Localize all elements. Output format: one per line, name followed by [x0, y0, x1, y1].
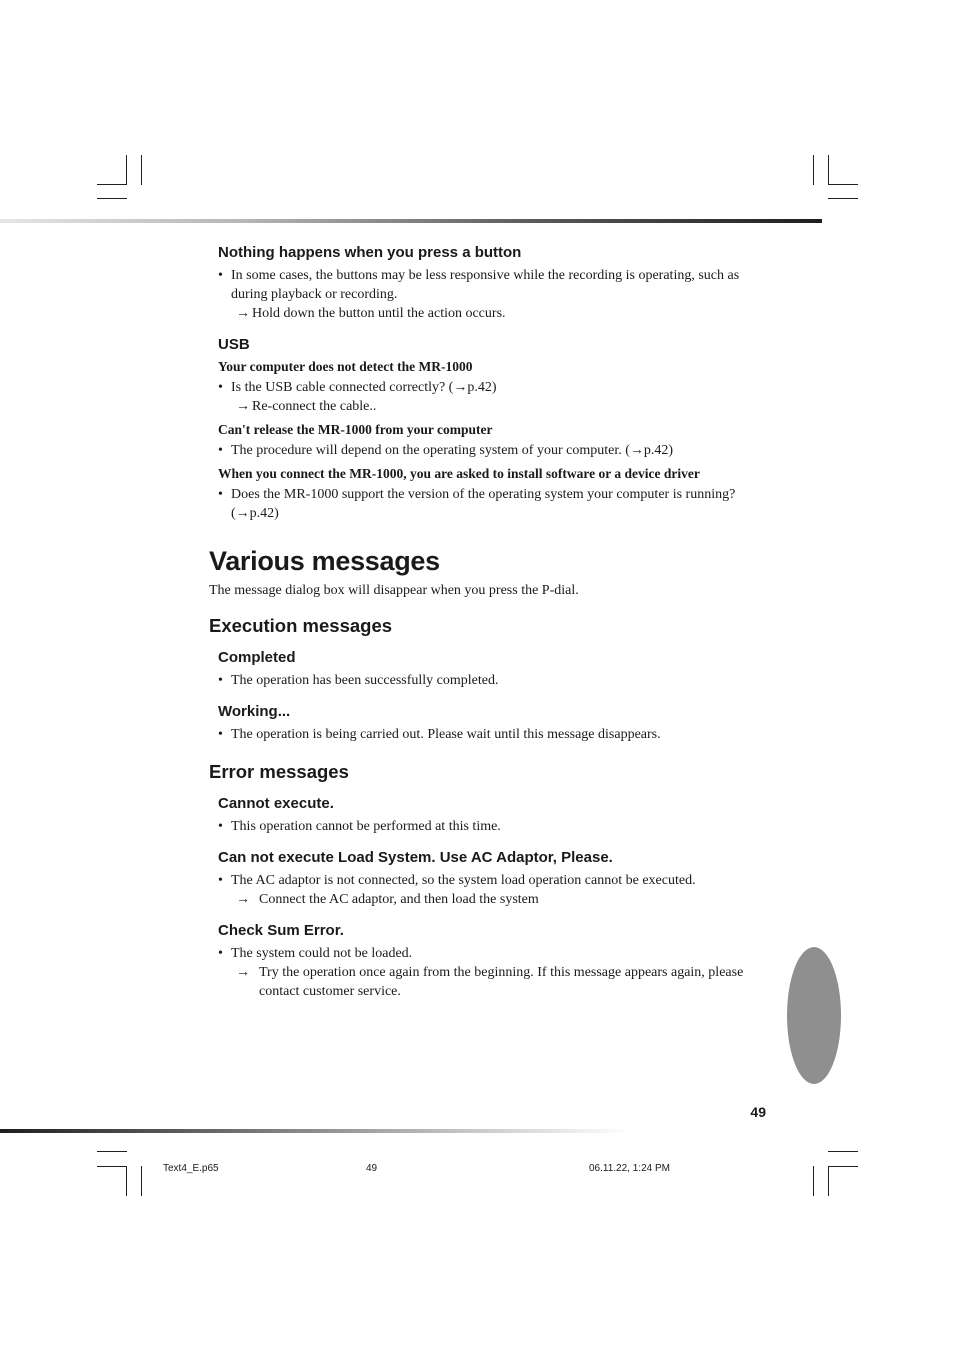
- arrow-icon: →: [236, 892, 250, 907]
- footer-rule: [0, 1129, 630, 1133]
- message-heading: Check Sum Error.: [218, 922, 344, 939]
- heading-usb: USB: [218, 336, 250, 353]
- crop-mark: [828, 184, 858, 185]
- crop-mark: [828, 155, 829, 185]
- bullet-item: • Is the USB cable connected correctly? (→p.42): [218, 378, 779, 397]
- heading-nothing-happens: Nothing happens when you press a button: [218, 244, 522, 261]
- footer-filename: Text4_E.p65: [163, 1163, 219, 1174]
- crop-mark: [813, 1166, 814, 1196]
- heading-error-messages: Error messages: [209, 761, 349, 782]
- arrow-icon: →: [236, 399, 250, 414]
- question-heading: Your computer does not detect the MR-1000: [218, 359, 473, 374]
- crop-mark: [828, 1151, 858, 1152]
- footer-timestamp: 06.11.22, 1:24 PM: [589, 1163, 670, 1174]
- header-rule: [0, 219, 822, 223]
- bullet-item: • The AC adaptor is not connected, so the system load operation cannot be executed.: [218, 871, 779, 890]
- message-heading: Completed: [218, 649, 296, 666]
- crop-mark: [126, 155, 127, 185]
- crop-mark: [813, 155, 814, 185]
- crop-mark: [97, 184, 127, 185]
- arrow-item: → Connect the AC adaptor, and then load the system: [236, 892, 539, 907]
- bullet-item: • The operation is being carried out. Please wait until this message disappears.: [218, 725, 779, 744]
- intro-text: The message dialog box will disappear when you press the P-dial.: [209, 583, 579, 598]
- crop-mark: [97, 1166, 127, 1167]
- crop-mark: [828, 198, 858, 199]
- crop-mark: [828, 1166, 858, 1167]
- heading-execution-messages: Execution messages: [209, 615, 393, 636]
- arrow-item: → Re-connect the cable..: [236, 399, 377, 414]
- chapter-tab: [787, 947, 841, 1084]
- crop-mark: [97, 198, 127, 199]
- question-heading: When you connect the MR-1000, you are asked to install software or a device driver: [218, 466, 700, 481]
- crop-mark: [141, 1166, 142, 1196]
- page-content: [209, 243, 779, 1001]
- crop-mark: [126, 1166, 127, 1196]
- bullet-item: • Does the MR-1000 support the version of the operating system your computer is running? (→p.42): [218, 485, 779, 523]
- message-heading: Working...: [218, 703, 291, 720]
- arrow-item: → Hold down the button until the action occurs.: [236, 306, 506, 321]
- question-heading: Can't release the MR-1000 from your computer: [218, 422, 493, 437]
- crop-mark: [828, 1166, 829, 1196]
- bullet-item: • The system could not be loaded.: [218, 944, 779, 963]
- bullet-item: • The operation has been successfully completed.: [218, 671, 779, 690]
- crop-mark: [97, 1151, 127, 1152]
- bullet-item: • This operation cannot be performed at this time.: [218, 817, 779, 836]
- arrow-item: → Try the operation once again from the beginning. If this message appears again, please contact customer service.: [236, 965, 744, 999]
- footer-page: 49: [366, 1163, 378, 1174]
- crop-mark: [141, 155, 142, 185]
- bullet-item: • In some cases, the buttons may be less responsive while the recording is operating, such as during playback or recording.: [218, 266, 779, 304]
- bullet-item: • The procedure will depend on the operating system of your computer. (→p.42): [218, 441, 779, 460]
- message-heading: Cannot execute.: [218, 795, 334, 812]
- message-heading: Can not execute Load System. Use AC Adaptor, Please.: [218, 849, 613, 866]
- page-number: 49: [750, 1104, 766, 1120]
- arrow-icon: →: [236, 965, 250, 980]
- page-title: Various messages: [209, 546, 440, 576]
- arrow-icon: →: [236, 306, 250, 321]
